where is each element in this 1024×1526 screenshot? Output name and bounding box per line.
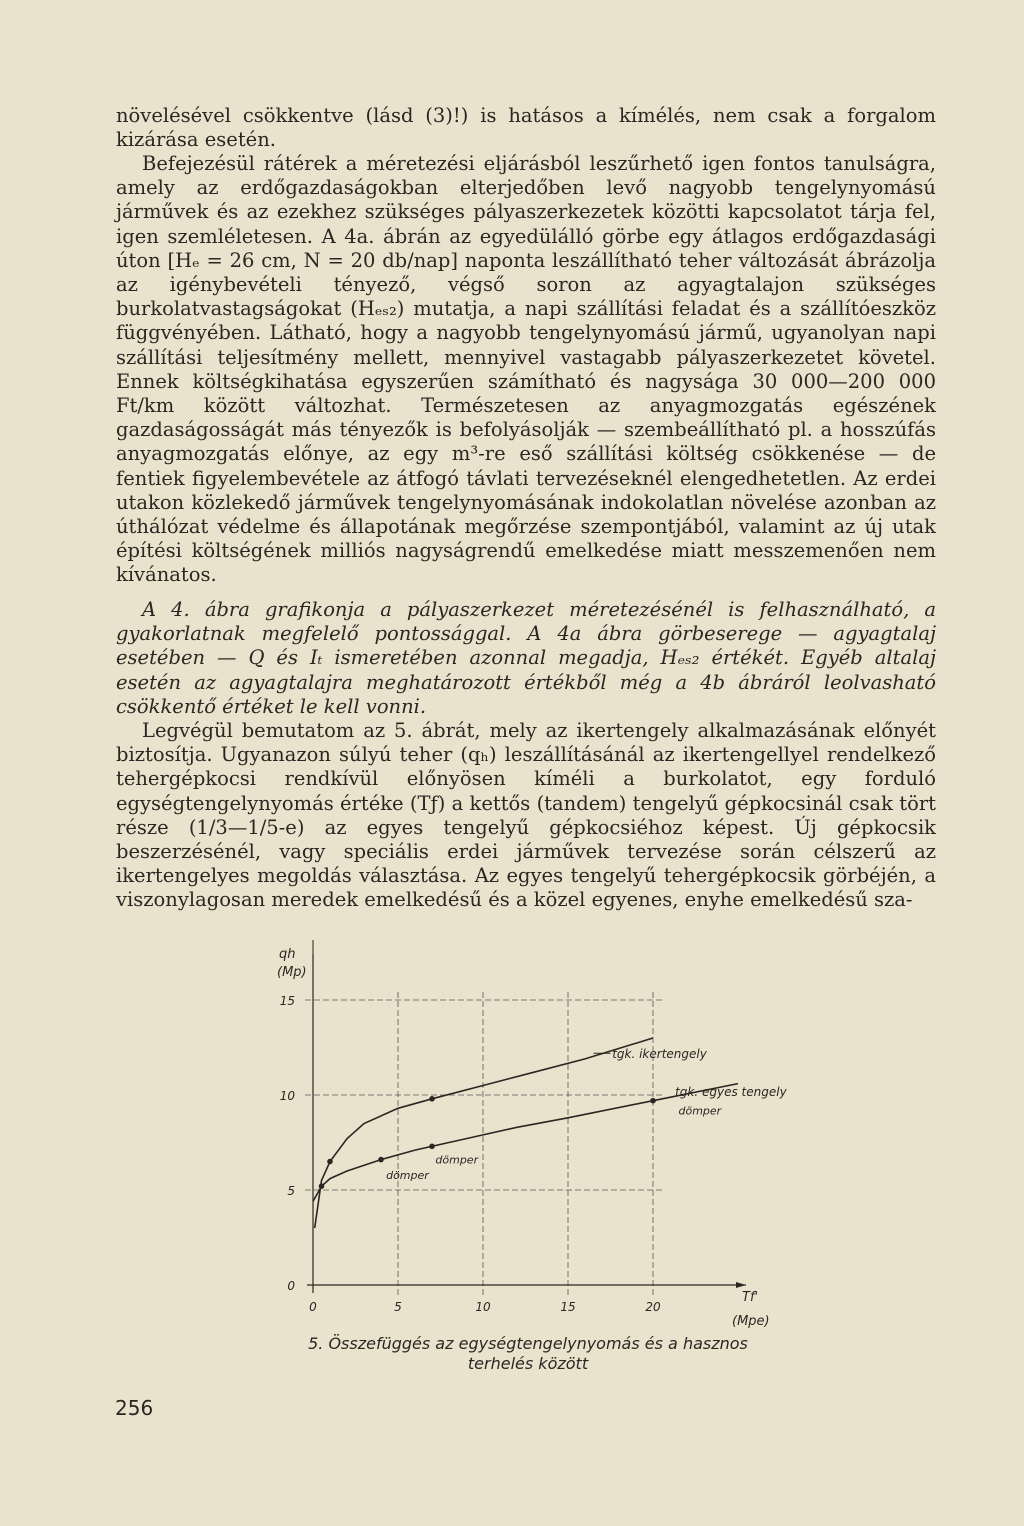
x-tick-label: 5 bbox=[394, 1300, 402, 1314]
series-point-0 bbox=[327, 1159, 333, 1165]
paragraph-block-italic bbox=[116, 598, 936, 719]
annotation-egyes-tengely: tgk. egyes tengely bbox=[675, 1085, 787, 1100]
paragraph-4: Legvégül bemutatom az 5. ábrát, mely az ikertengely alkalmazásának előnyét biztosítja. Ugyanazon súlyú teher (qₕ) leszállításánál az ikertengellyel rendelkező tehergépkocsi rendkívül előnyösen kíméli a burkolatot, egy forduló egységtengelynyomás értéke (Tƒ) a kettős (tandem) tengelyű gépkocsinál csak tört része (1/3—1/5-e) az egyes tengelyű gépkocsiéhoz képest. Új gépkocsik beszerzésénél, vagy speciális erdei járművek tervezése során célszerű az ikertengelyes megoldás választása. Az egyes tengelyű tehergépkocsik görbéjén, a viszonylagosan meredek emelkedésű és a közel egyenes, enyhe emelkedésű sza- bbox=[116, 719, 936, 912]
x-axis-label: Tf' bbox=[742, 1290, 759, 1305]
paragraph-continuation bbox=[116, 104, 936, 152]
series-point-1 bbox=[650, 1098, 656, 1104]
x-tick-label: 10 bbox=[475, 1300, 491, 1314]
x-tick-label: 0 bbox=[309, 1300, 317, 1314]
paragraph-2: Befejezésül rátérek a méretezési eljárásból leszűrhető igen fontos tanulságra, amely az erdőgazdaságokban elterjedőben levő nagyobb tengelynyomású járművek és az ezekhez szükséges pályaszerkezetek közötti kapcsolatot tárja fel, igen szemléletesen. A 4a. ábrán az egyedülálló görbe egy átlagos erdőgazdasági úton [Hₑ = 26 cm, N = 20 db/nap] naponta leszállítható teher változását ábrázolja az igénybevételi tényező, végső soron az agyagtalajon szükséges burkolatvastagságokat (Hₑₛ₂) mutatja, a napi szállítási feladat és a szállítóeszköz függvényében. Látható, hogy a nagyobb tengelynyomású jármű, ugyanolyan napi szállítási teljesítmény mellett, mennyivel vastagabb pályaszerkezetet követel. Ennek költségkihatása egyszerűen számítható és nagysága 30 000—200 000 Ft/km között változhat. Természetesen az anyagmozgatás egészének gazdaságosságát más tényezők is befolyásolják — szembeállítható pl. a hosszúfás anyagmozgatás előnye, az egy m³-re eső szállítási költség csökkenése — de fentiek figyelembevétele az átfogó távlati tervezéseknél elengedhetetlen. Az erdei utakon közlekedő járművek tengelynyomásának indokolatlan növelése azonban az úthálózat védelme és állapotának megőrzése szempontjából, valamint az új utak építési költségének milliós nagyságrendű emelkedése miatt messzemenően nem kívánatos. bbox=[116, 152, 936, 587]
page-number: 256 bbox=[115, 1396, 154, 1420]
series-point-1 bbox=[378, 1157, 384, 1163]
paragraph-block bbox=[116, 152, 936, 588]
y-tick-label: 10 bbox=[279, 1089, 295, 1103]
figure-5-chart bbox=[250, 935, 810, 1395]
paragraph-3: A 4. ábra grafikonja a pályaszerkezet méretezésénél is felhasználható, a gyakorlatnak megfelelő pontossággal. A 4a ábra görbeserege — agyagtalaj esetében — Q és Iₜ ismeretében azonnal megadja, Hₑₛ₂ értékét. Egyéb altalaj esetén az agyagtalajra meghatározott értékből még a 4b ábráról leolvasható csökkentő értéket le kell vonni. bbox=[116, 598, 936, 718]
paragraph-1: növelésével csökkentve (lásd (3)!) is hatásos a kímélés, nem csak a forgalom kizárása esetén. bbox=[116, 104, 936, 152]
annotation-domper-2: dömper bbox=[435, 1153, 479, 1167]
x-axis-arrow bbox=[736, 1282, 746, 1288]
annotation-domper-3: dömper bbox=[386, 1169, 429, 1182]
y-axis-unit: (Mp) bbox=[277, 965, 307, 980]
y-tick-label: 0 bbox=[287, 1279, 295, 1293]
x-tick-label: 20 bbox=[645, 1300, 661, 1314]
paragraph-block bbox=[116, 719, 936, 913]
y-axis-label: qh bbox=[279, 947, 296, 962]
x-tick-label: 15 bbox=[560, 1300, 576, 1314]
y-tick-label: 15 bbox=[279, 994, 295, 1008]
x-axis-unit: (Mpe) bbox=[732, 1314, 770, 1329]
figure-caption bbox=[248, 1334, 808, 1374]
annotation-ikertengely: tgk. ikertengely bbox=[612, 1047, 707, 1062]
series-point-1 bbox=[319, 1183, 325, 1189]
series-point-1 bbox=[429, 1144, 435, 1150]
annotation-domper-1: dömper bbox=[678, 1104, 722, 1118]
caption-line-2: terhelés között bbox=[467, 1354, 589, 1373]
y-tick-label: 5 bbox=[287, 1184, 295, 1198]
series-line-0 bbox=[315, 1038, 653, 1228]
caption-line-1: 5. Összefüggés az egységtengelynyomás és a hasznos bbox=[308, 1334, 748, 1353]
series-point-0 bbox=[429, 1096, 435, 1102]
series-line-1 bbox=[313, 1084, 738, 1202]
